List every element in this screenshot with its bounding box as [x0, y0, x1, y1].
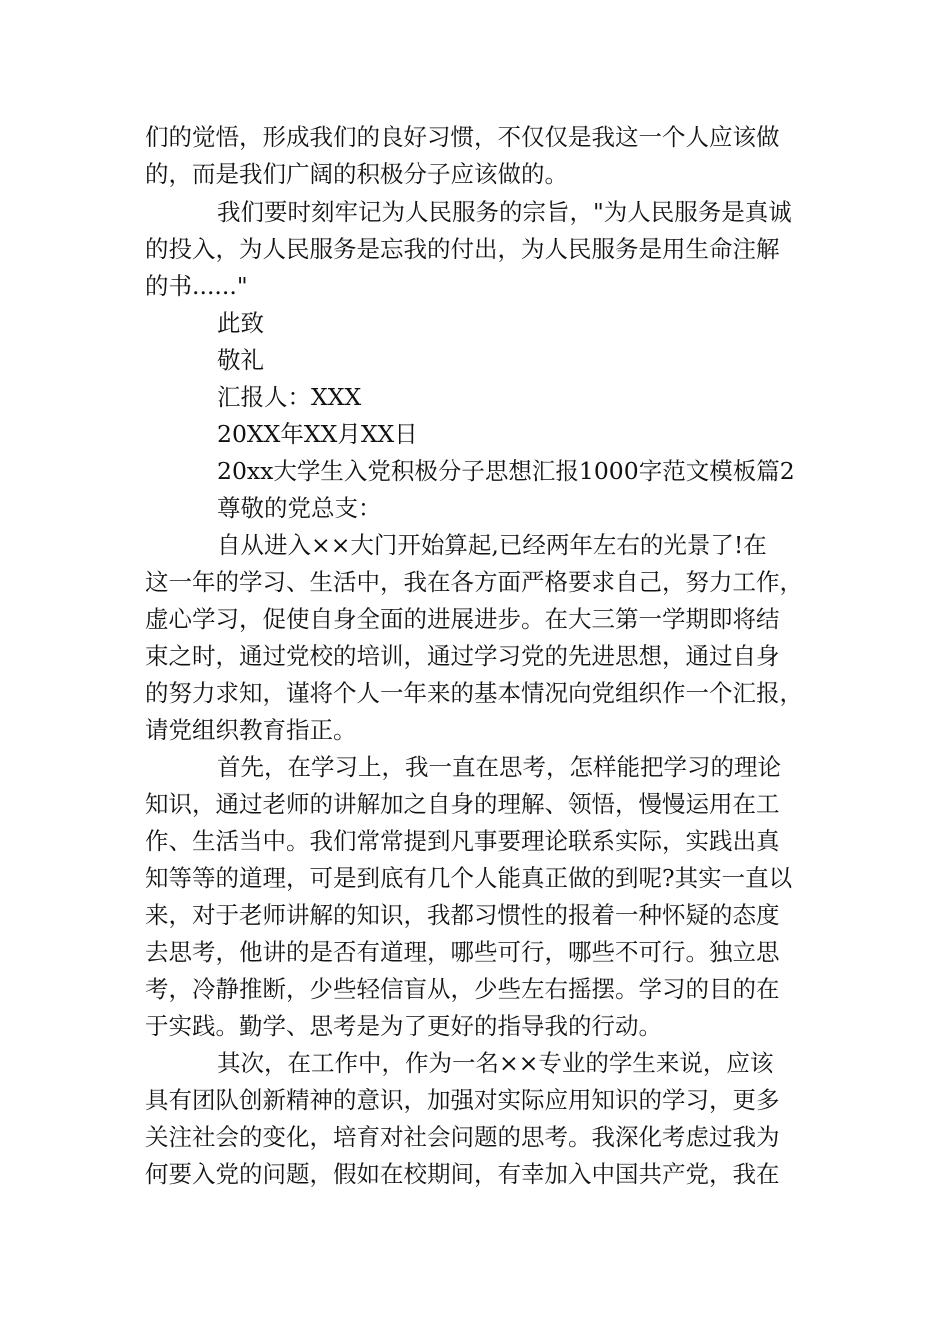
text-line: 知等等的道理，可是到底有几个人能真正做的到呢?其实一直以 — [145, 864, 793, 892]
text-line: 虚心学习，促使自身全面的进展进步。在大三第一学期即将结 — [145, 605, 780, 633]
text-line: 自从进入××大门开始算起,已经两年左右的光景了!在 — [217, 531, 767, 559]
text-line: 关注社会的变化，培育对社会问题的思考。我深化考虑过我为 — [145, 1123, 780, 1151]
text-line: 的努力求知，谨将个人一年来的基本情况向党组织作一个汇报， — [145, 679, 803, 707]
date-line: 20XX年XX月XX日 — [217, 420, 418, 448]
text-line: 束之时，通过党校的培训，通过学习党的先进思想，通过自身 — [145, 642, 780, 670]
text-line: 我们要时刻牢记为人民服务的宗旨，"为人民服务是真诚 — [217, 198, 792, 226]
text-line: 请党组织教育指正。 — [145, 716, 357, 744]
section-heading: 20xx大学生入党积极分子思想汇报1000字范文模板篇2 — [217, 457, 795, 485]
text-line: 于实践。勤学、思考是为了更好的指导我的行动。 — [145, 1012, 662, 1040]
text-line: 考，冷静推断，少些轻信盲从，少些左右摇摆。学习的目的在 — [145, 975, 780, 1003]
text-line: 们的觉悟，形成我们的良好习惯，不仅仅是我这一个人应该做 — [145, 123, 780, 151]
text-line: 这一年的学习、生活中，我在各方面严格要求自己，努力工作， — [145, 568, 803, 596]
closing-salutation: 此致 — [217, 309, 264, 337]
closing-regards: 敬礼 — [217, 346, 264, 374]
text-line: 首先，在学习上，我一直在思考，怎样能把学习的理论 — [217, 753, 781, 781]
text-line: 具有团队创新精神的意识，加强对实际应用知识的学习，更多 — [145, 1086, 780, 1114]
text-line: 去思考，他讲的是否有道理，哪些可行，哪些不可行。独立思 — [145, 938, 780, 966]
text-line: 知识，通过老师的讲解加之自身的理解、领悟，慢慢运用在工 — [145, 790, 780, 818]
text-line: 其次，在工作中，作为一名××专业的学生来说，应该 — [217, 1049, 774, 1077]
text-line: 的，而是我们广阔的积极分子应该做的。 — [145, 160, 568, 188]
reporter-line: 汇报人：XXX — [217, 383, 362, 411]
text-line: 来，对于老师讲解的知识，我都习惯性的报着一种怀疑的态度 — [145, 901, 780, 929]
greeting-line: 尊敬的党总支： — [217, 494, 382, 522]
text-line: 的投入，为人民服务是忘我的付出，为人民服务是用生命注解 — [145, 235, 780, 263]
text-line: 的书......" — [145, 272, 248, 300]
text-line: 作、生活当中。我们常常提到凡事要理论联系实际，实践出真 — [145, 827, 780, 855]
text-line: 何要入党的问题，假如在校期间，有幸加入中国共产党，我在 — [145, 1160, 780, 1188]
